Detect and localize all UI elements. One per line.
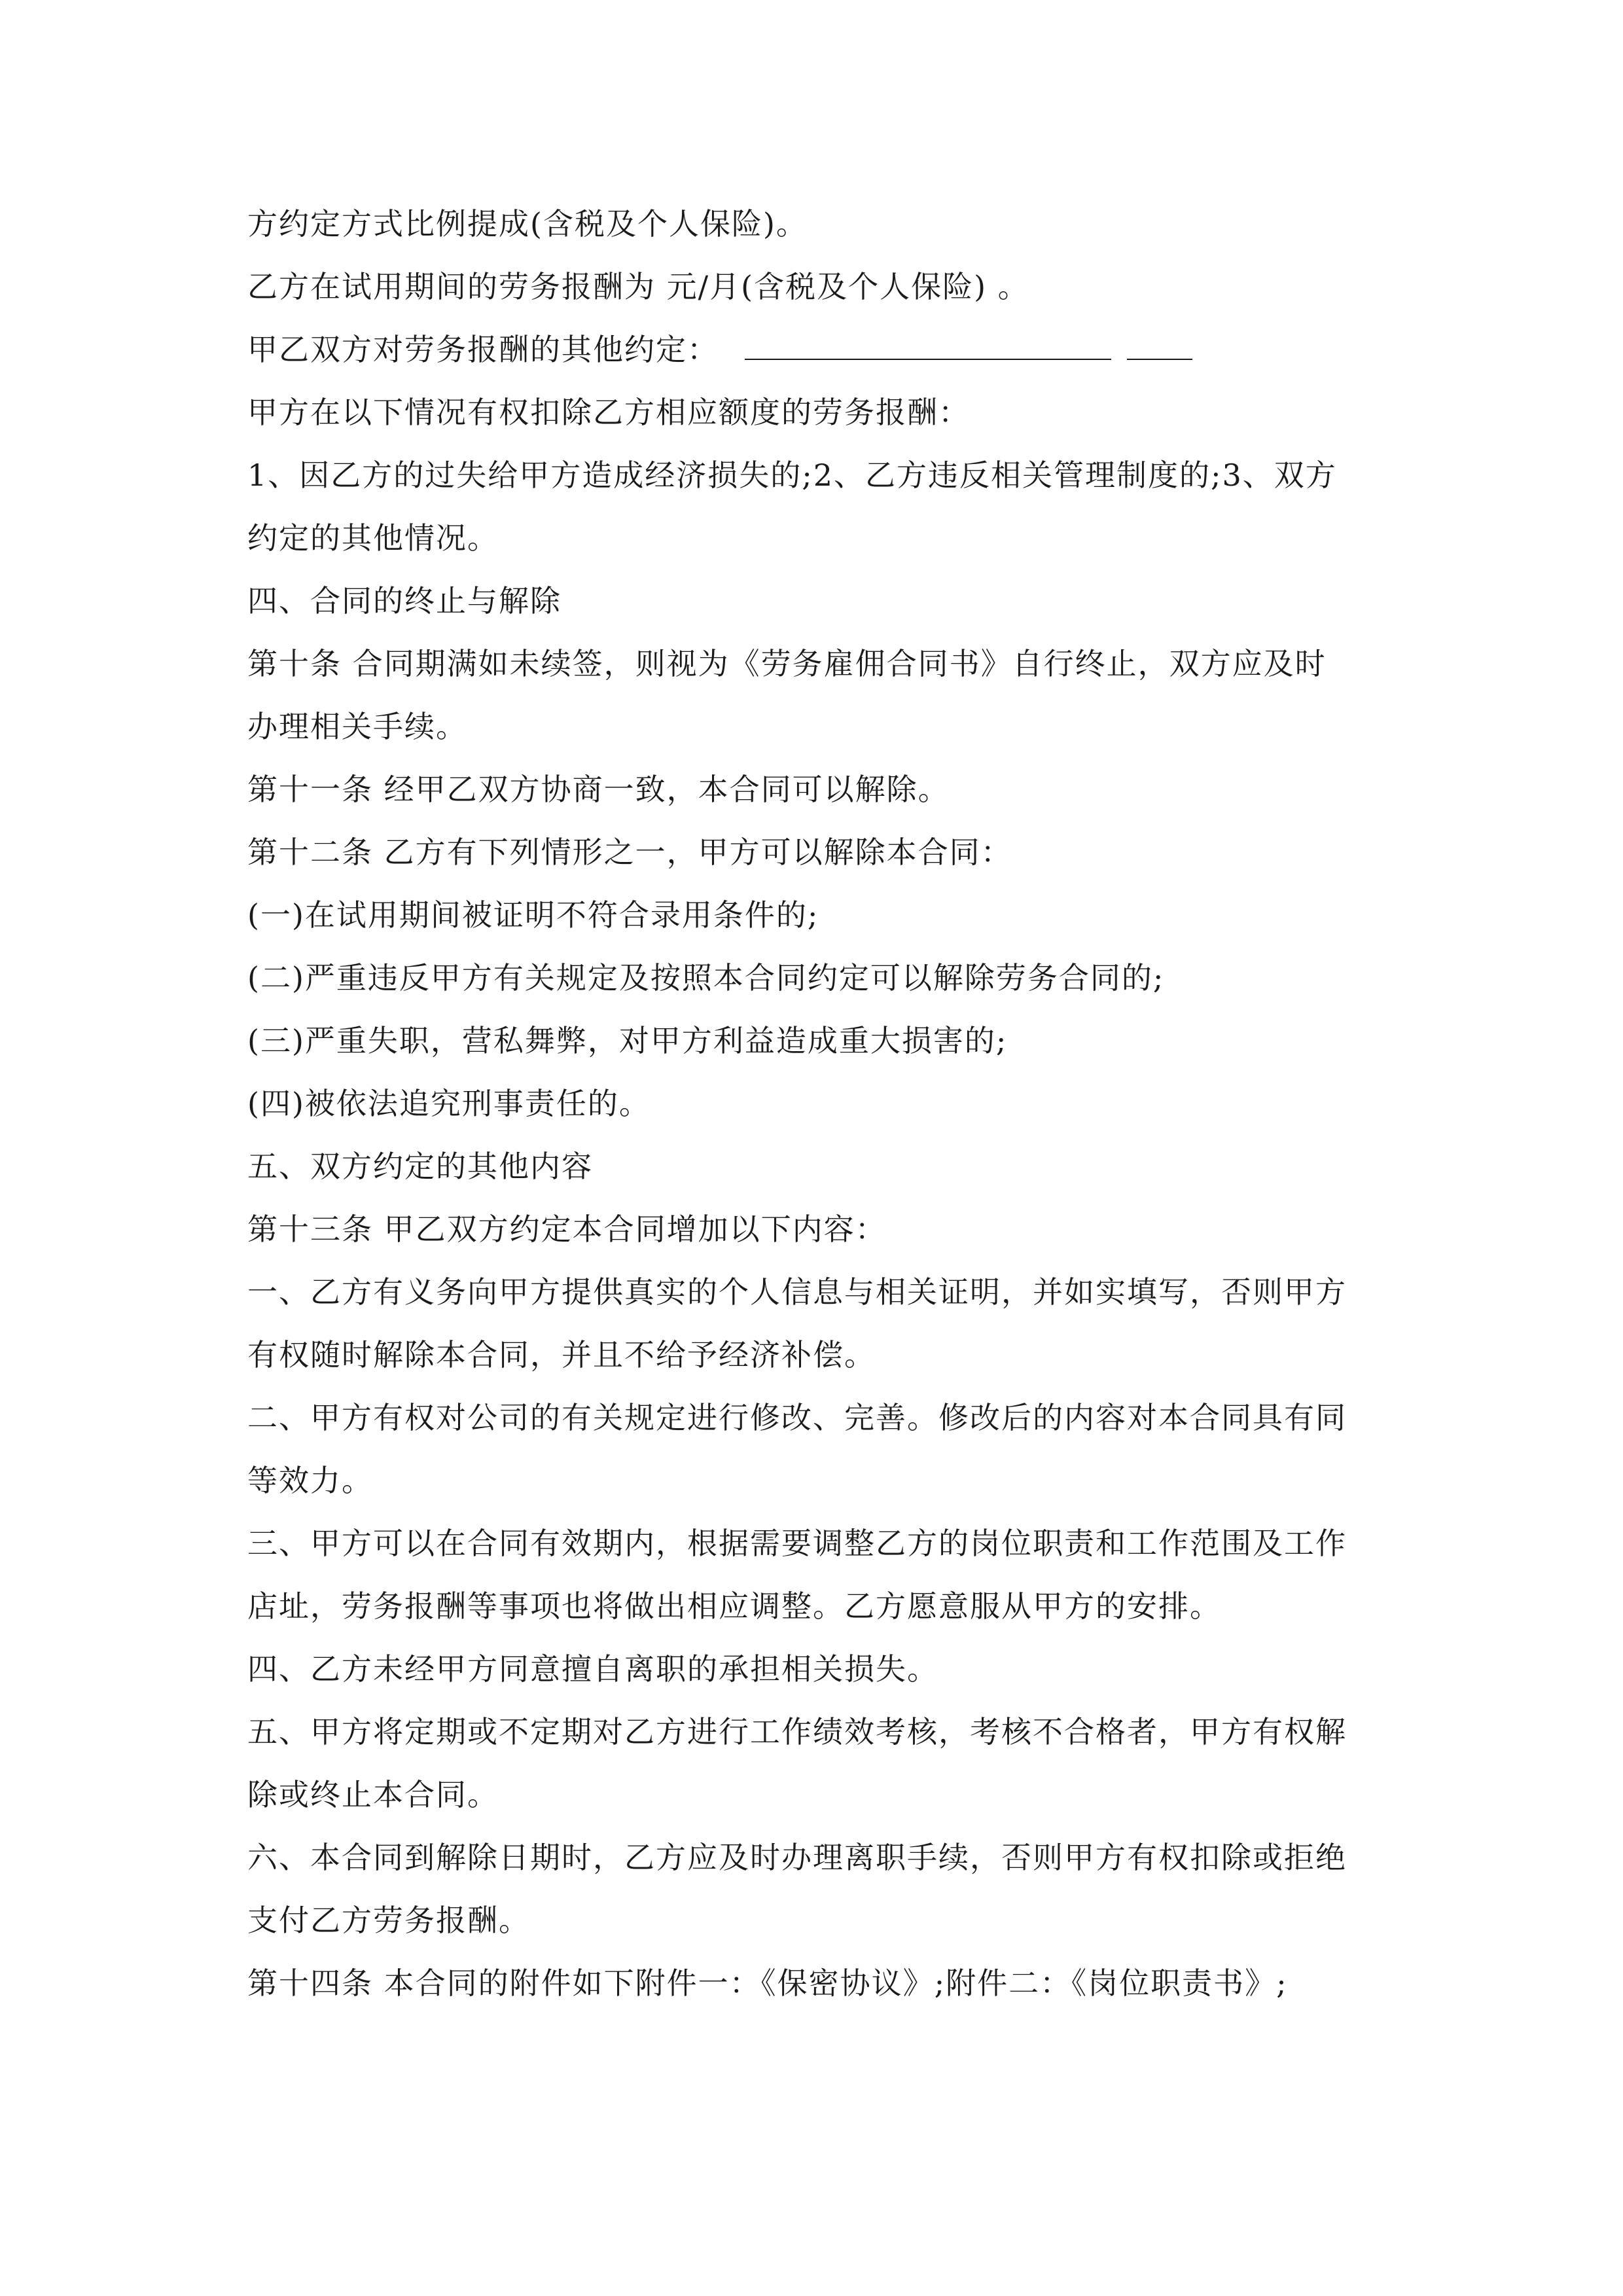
- text-line: (三)严重失职，营私舞弊，对甲方利益造成重大损害的;: [247, 1023, 1008, 1058]
- section-heading: 五、双方约定的其他内容: [247, 1149, 593, 1184]
- text-line-with-blanks: [247, 318, 1399, 381]
- text-line: (一)在试用期间被证明不符合录用条件的;: [247, 897, 819, 933]
- text-line: 等效力。: [247, 1463, 373, 1498]
- section-heading: 四、合同的终止与解除: [247, 583, 562, 619]
- text-line: 除或终止本合同。: [247, 1777, 499, 1812]
- text-line: 甲方在以下情况有权扣除乙方相应额度的劳务报酬：: [247, 395, 970, 430]
- text-line: 有权随时解除本合同，并且不给予经济补偿。: [247, 1337, 876, 1372]
- contract-body: [247, 192, 1399, 2015]
- text-line: 四、乙方未经甲方同意擅自离职的承担相关损失。: [247, 1651, 938, 1687]
- text-line: 约定的其他情况。: [247, 520, 499, 556]
- text-line: 乙方在试用期间的劳务报酬为 元/月(含税及个人保险) 。: [247, 269, 1029, 304]
- text-line-label: 甲乙双方对劳务报酬的其他约定：: [247, 332, 719, 367]
- text-line: 一、乙方有义务向甲方提供真实的个人信息与相关证明，并如实填写，否则甲方: [247, 1274, 1347, 1310]
- text-line: (二)严重违反甲方有关规定及按照本合同约定可以解除劳务合同的;: [247, 960, 1165, 996]
- text-line: 三、甲方可以在合同有效期内，根据需要调整乙方的岗位职责和工作范围及工作: [247, 1526, 1347, 1561]
- fill-in-blank: [745, 325, 1111, 360]
- fill-in-blank: [1127, 325, 1192, 360]
- text-line: 1、因乙方的过失给甲方造成经济损失的;2、乙方违反相关管理制度的;3、双方: [247, 457, 1337, 493]
- text-line: 第十四条 本合同的附件如下附件一：《保密协议》;附件二：《岗位职责书》;: [247, 1965, 1288, 2001]
- text-line: 第十二条 乙方有下列情形之一，甲方可以解除本合同：: [247, 834, 1012, 870]
- text-line: 第十条 合同期满如未续签，则视为《劳务雇佣合同书》自行终止，双方应及时: [247, 646, 1327, 681]
- text-line: 第十三条 甲乙双方约定本合同增加以下内容：: [247, 1211, 887, 1247]
- text-line: (四)被依法追究刑事责任的。: [247, 1086, 651, 1121]
- text-line: 方约定方式比例提成(含税及个人保险)。: [247, 206, 808, 242]
- text-line: 六、本合同到解除日期时，乙方应及时办理离职手续，否则甲方有权扣除或拒绝: [247, 1840, 1347, 1875]
- text-line: 支付乙方劳务报酬。: [247, 1903, 530, 1938]
- text-line: 第十一条 经甲乙双方协商一致，本合同可以解除。: [247, 772, 950, 807]
- text-line: 五、甲方将定期或不定期对乙方进行工作绩效考核，考核不合格者，甲方有权解: [247, 1714, 1347, 1749]
- text-line: 办理相关手续。: [247, 709, 467, 744]
- text-line: 二、甲方有权对公司的有关规定进行修改、完善。修改后的内容对本合同具有同: [247, 1400, 1347, 1435]
- text-line: 店址，劳务报酬等事项也将做出相应调整。乙方愿意服从甲方的安排。: [247, 1588, 1221, 1624]
